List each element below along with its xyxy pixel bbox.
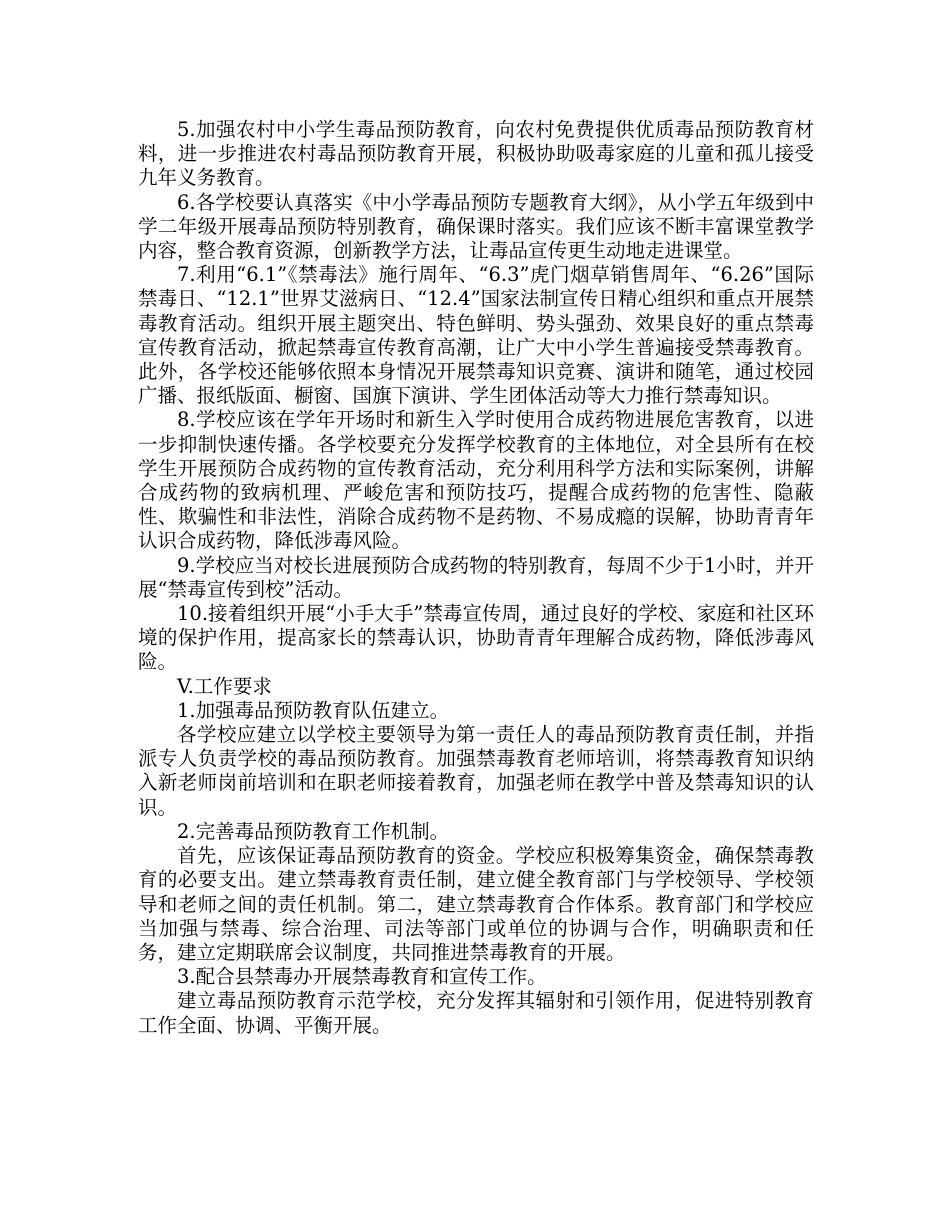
subheading-1: 1.加强毒品预防教育队伍建立。 <box>177 698 450 722</box>
subheading-2: 2.完善毒品预防教育工作机制。 <box>177 819 450 843</box>
document-body <box>138 118 814 1038</box>
section-heading-work-requirements: V.工作要求 <box>177 674 272 698</box>
paragraph-item-8: 8.学校应该在学年开场时和新生入学时使用合成药物进展危害教育，以进一步抑制快速传播。各学校要充分发挥学校教育的主体地位，对全县所有在校学生开展预防合成药物的宣传教育活动，充分利用科学方法和实际案例，讲解合成药物的致病机理、严峻危害和预防技巧，提醒合成药物的危害性、隐蔽性、欺骗性和非法性，消除合成药物不是药物、不易成瘾的误解，协助青青年认识合成药物，降低涉毒风险。 <box>138 408 814 553</box>
paragraph-subsection-2: 首先，应该保证毒品预防教育的资金。学校应积极筹集资金，确保禁毒教育的必要支出。建立禁毒教育责任制，建立健全教育部门与学校领导、学校领导和老师之间的责任机制。第二，建立禁毒教育合作体系。教育部门和学校应当加强与禁毒、综合治理、司法等部门或单位的协调与合作，明确职责和任务，建立定期联席会议制度，共同推进禁毒教育的开展。 <box>138 844 814 964</box>
paragraph-item-9: 9.学校应当对校长进展预防合成药物的特别教育，每周不少于1小时，并开展“禁毒宣传到校”活动。 <box>138 553 814 601</box>
paragraph-item-7: 7.利用“6.1”《禁毒法》施行周年、“6.3”虎门烟草销售周年、“6.26”国际禁毒日、“12.1”世界艾滋病日、“12.4”国家法制宣传日精心组织和重点开展禁毒教育活动。组织开展主题突出、特色鲜明、势头强劲、效果良好的重点禁毒宣传教育活动，掀起禁毒宣传教育高潮，让广大中小学生普遍接受禁毒教育。此外，各学校还能够依照本身情况开展禁毒知识竞赛、演讲和随笔，通过校园广播、报纸版面、橱窗、国旗下演讲、学生团体活动等大力推行禁毒知识。 <box>138 263 814 408</box>
paragraph-subsection-1: 各学校应建立以学校主要领导为第一责任人的毒品预防教育责任制，并指派专人负责学校的毒品预防教育。加强禁毒教育老师培训，将禁毒教育知识纳入新老师岗前培训和在职老师接着教育，加强老师在教学中普及禁毒知识的认识。 <box>138 723 814 819</box>
paragraph-item-10: 10.接着组织开展“小手大手”禁毒宣传周，通过良好的学校、家庭和社区环境的保护作用，提高家长的禁毒认识，协助青青年理解合成药物，降低涉毒风险。 <box>138 602 814 674</box>
paragraph-subsection-3: 建立毒品预防教育示范学校，充分发挥其辐射和引领作用，促进特别教育工作全面、协调、平衡开展。 <box>138 989 814 1037</box>
paragraph-item-6: 6.各学校要认真落实《中小学毒品预防专题教育大纲》，从小学五年级到中学二年级开展毒品预防特别教育，确保课时落实。我们应该不断丰富课堂教学内容，整合教育资源，创新教学方法，让毒品宣传更生动地走进课堂。 <box>138 190 814 263</box>
subheading-3: 3.配合县禁毒办开展禁毒教育和宣传工作。 <box>177 965 547 989</box>
paragraph-item-5: 5.加强农村中小学生毒品预防教育，向农村免费提供优质毒品预防教育材料，进一步推进农村毒品预防教育开展，积极协助吸毒家庭的儿童和孤儿接受九年义务教育。 <box>138 118 814 190</box>
